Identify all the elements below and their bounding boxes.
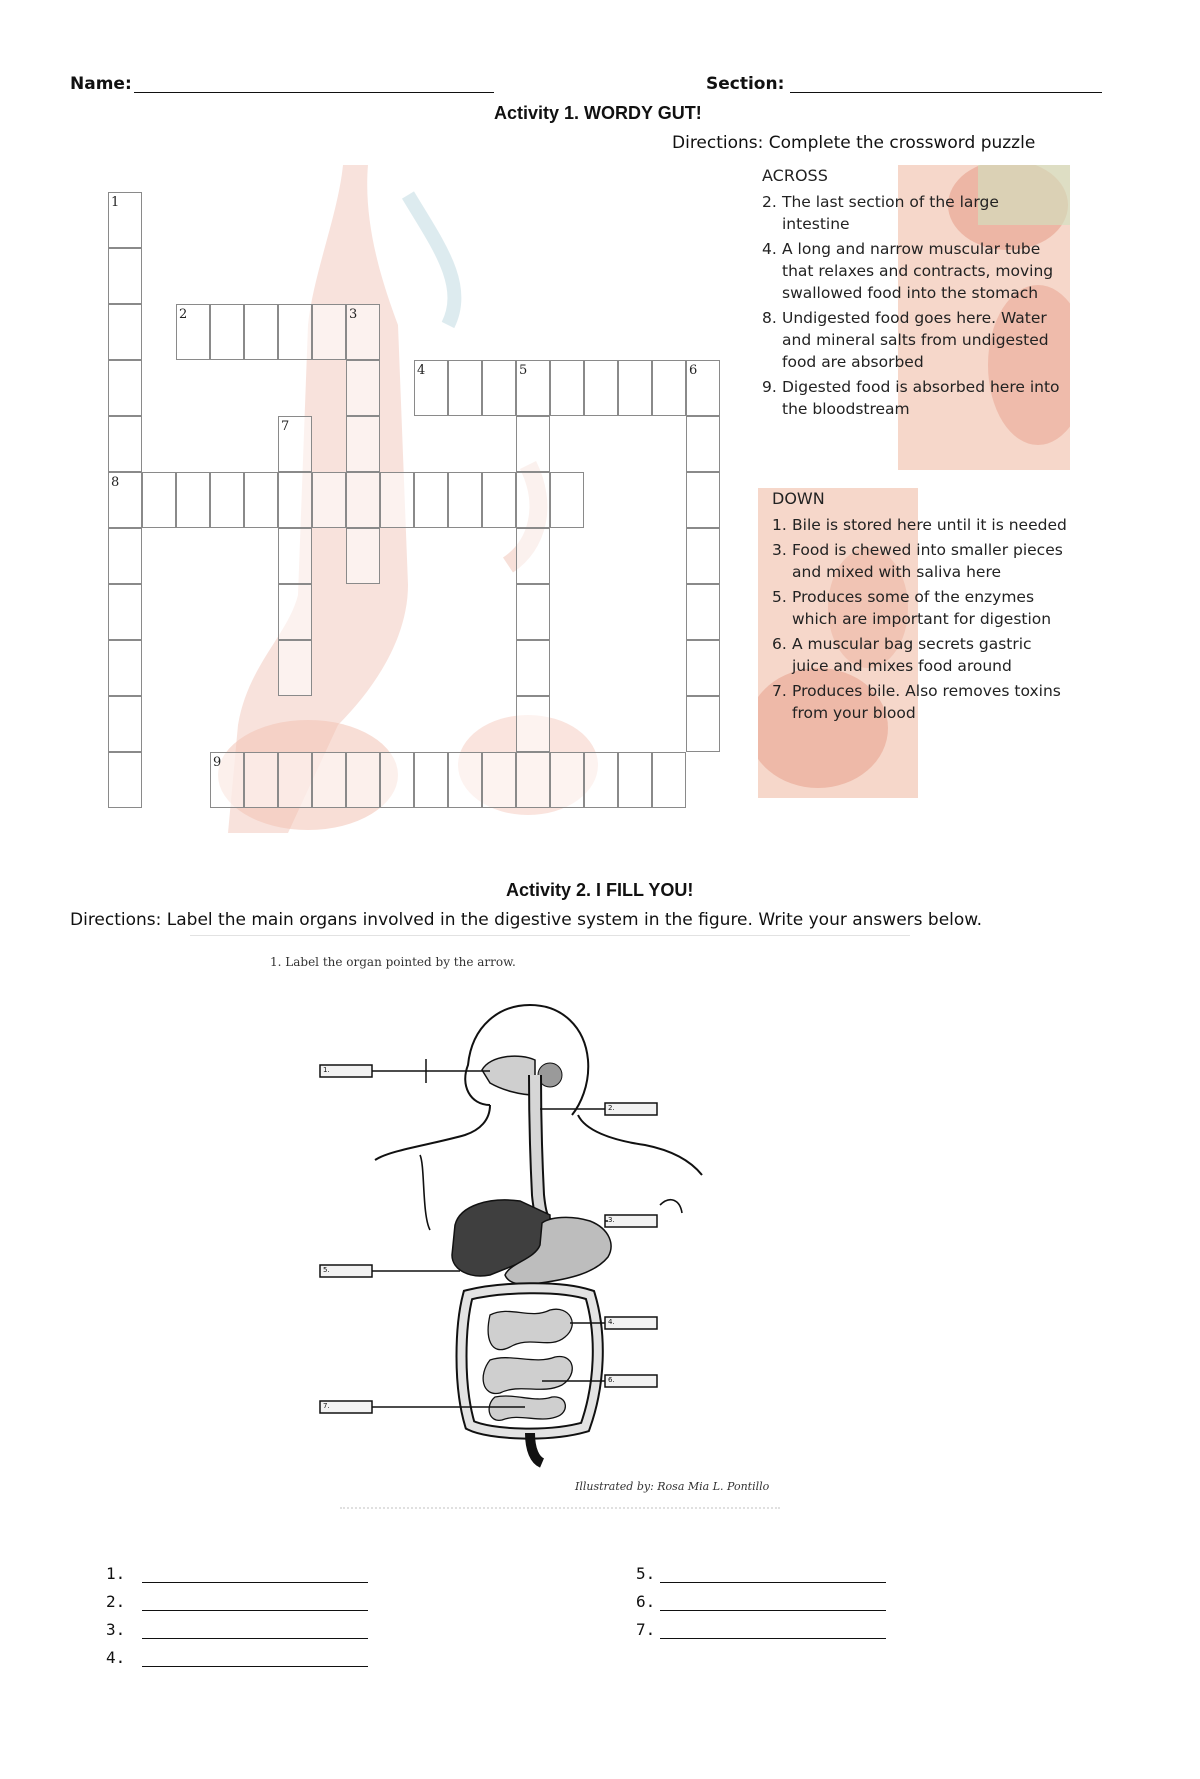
section-label: Section:	[706, 74, 785, 94]
name-label: Name:	[70, 74, 132, 94]
crossword-cell[interactable]	[448, 360, 482, 416]
crossword-cell[interactable]	[210, 752, 244, 808]
label-box-5[interactable]: 5.	[323, 1266, 330, 1274]
clue-number: 8	[111, 475, 120, 490]
answer-number: 5.	[636, 1564, 656, 1583]
crossword-cell[interactable]	[482, 360, 516, 416]
crossword-cell[interactable]	[346, 304, 380, 360]
crossword-cell[interactable]	[108, 360, 142, 416]
crossword-cell[interactable]	[448, 752, 482, 808]
crossword-cell[interactable]	[414, 360, 448, 416]
crossword-cell[interactable]	[108, 584, 142, 640]
crossword-cell[interactable]	[108, 472, 142, 528]
clue-number: 5	[519, 363, 528, 378]
answer-line-3[interactable]	[142, 1638, 368, 1639]
crossword-cell[interactable]	[414, 472, 448, 528]
section-field[interactable]	[790, 92, 1102, 93]
crossword-cell[interactable]	[108, 416, 142, 472]
answer-number: 6.	[636, 1592, 656, 1611]
answer-line-1[interactable]	[142, 1582, 368, 1583]
crossword-cell[interactable]	[380, 752, 414, 808]
crossword-cell[interactable]	[618, 752, 652, 808]
across-clues-panel	[758, 165, 1070, 470]
crossword-cell[interactable]	[346, 752, 380, 808]
answer-number: 3.	[106, 1620, 126, 1639]
activity1-title: Activity 1. WORDY GUT!	[494, 103, 702, 123]
clue-number: 1	[111, 195, 120, 210]
crossword-cell[interactable]	[686, 584, 720, 640]
label-box-7[interactable]: 7.	[323, 1402, 330, 1410]
crossword-cell[interactable]	[550, 752, 584, 808]
crossword-cell[interactable]	[312, 472, 346, 528]
crossword-cell[interactable]	[244, 752, 278, 808]
figure-bottom-rule	[340, 1507, 780, 1509]
crossword-cell[interactable]	[108, 696, 142, 752]
digestive-diagram	[190, 965, 910, 1505]
clue-number: 9	[213, 755, 222, 770]
down-heading: DOWN	[772, 489, 825, 508]
crossword-cell[interactable]	[244, 472, 278, 528]
crossword-cell[interactable]	[686, 472, 720, 528]
crossword-cell[interactable]	[686, 696, 720, 752]
label-box-6[interactable]: 6.	[608, 1376, 615, 1384]
answer-line-7[interactable]	[660, 1638, 886, 1639]
answer-line-2[interactable]	[142, 1610, 368, 1611]
name-field[interactable]	[134, 92, 494, 93]
crossword-cell[interactable]	[346, 528, 380, 584]
crossword-cell[interactable]	[516, 752, 550, 808]
figure-credit: Illustrated by: Rosa Mia L. Pontillo	[575, 1480, 770, 1493]
clue-number: 7	[281, 419, 290, 434]
crossword-cell[interactable]	[380, 472, 414, 528]
crossword-cell[interactable]	[550, 472, 584, 528]
crossword-cell[interactable]	[482, 752, 516, 808]
label-box-2[interactable]: 2.	[608, 1104, 615, 1112]
crossword-cell[interactable]	[108, 192, 142, 248]
crossword-cell[interactable]	[550, 360, 584, 416]
crossword-cell[interactable]	[108, 248, 142, 304]
crossword-cell[interactable]	[516, 640, 550, 696]
crossword-cell[interactable]	[346, 416, 380, 472]
digestive-system-figure	[190, 935, 920, 1515]
crossword-cell[interactable]	[176, 472, 210, 528]
crossword-cell[interactable]	[516, 696, 550, 752]
crossword-cell[interactable]	[516, 360, 550, 416]
down-clues	[772, 488, 1068, 727]
clue-number: 2	[179, 307, 188, 322]
activity2-title: Activity 2. I FILL YOU!	[506, 880, 694, 900]
crossword-cell[interactable]	[652, 360, 686, 416]
crossword-cell[interactable]	[108, 528, 142, 584]
crossword-cell[interactable]	[686, 640, 720, 696]
clue-item: 1. Bile is stored here until it is needed	[772, 516, 1067, 534]
crossword-cell[interactable]	[312, 304, 346, 360]
crossword-cell[interactable]	[312, 752, 346, 808]
figure-instruction: 1. Label the organ pointed by the arrow.	[270, 955, 516, 969]
crossword-cell[interactable]	[516, 584, 550, 640]
crossword-cell[interactable]	[516, 416, 550, 472]
clue-number: 4	[417, 363, 426, 378]
activity1-directions: Directions: Complete the crossword puzzle	[672, 133, 1036, 153]
crossword-cell[interactable]	[448, 472, 482, 528]
crossword-cell[interactable]	[686, 528, 720, 584]
crossword-cell[interactable]	[278, 584, 312, 640]
down-clues-panel	[758, 488, 1070, 798]
crossword-cell[interactable]	[516, 528, 550, 584]
across-heading: ACROSS	[762, 166, 828, 185]
across-clues	[762, 165, 1067, 423]
clue-item: 5. Produces some of the enzymes which are important for digestion	[772, 588, 1052, 628]
crossword-cell[interactable]	[108, 304, 142, 360]
crossword-cell[interactable]	[618, 360, 652, 416]
crossword-cell[interactable]	[278, 752, 312, 808]
crossword-cell[interactable]	[108, 640, 142, 696]
crossword-cell[interactable]	[686, 416, 720, 472]
clue-item: 2. The last section of the large intestine	[762, 193, 999, 233]
crossword-cell[interactable]	[584, 360, 618, 416]
label-box-3[interactable]: 3.	[608, 1216, 615, 1224]
crossword-cell[interactable]	[210, 304, 244, 360]
crossword-cell[interactable]	[482, 472, 516, 528]
clue-number: 3	[349, 307, 358, 322]
answer-line-6[interactable]	[660, 1610, 886, 1611]
label-box-4[interactable]: 4.	[608, 1318, 615, 1326]
crossword-cell[interactable]	[686, 360, 720, 416]
figure-top-rule	[190, 935, 910, 936]
answer-number: 1.	[106, 1564, 126, 1583]
crossword-cell[interactable]	[278, 640, 312, 696]
clue-item: 4. A long and narrow muscular tube that relaxes and contracts, moving swallowed food into the stomach	[762, 240, 1054, 302]
crossword-cell[interactable]	[346, 472, 380, 528]
clue-item: 8. Undigested food goes here. Water and mineral salts from undigested food are absorbed	[762, 309, 1049, 371]
clue-item: 3. Food is chewed into smaller pieces and mixed with saliva here	[772, 541, 1063, 581]
answer-number: 2.	[106, 1592, 126, 1611]
crossword-cell[interactable]	[346, 360, 380, 416]
crossword-cell[interactable]	[278, 304, 312, 360]
answer-number: 4.	[106, 1648, 126, 1667]
crossword-cell[interactable]	[108, 752, 142, 808]
crossword-cell[interactable]	[278, 472, 312, 528]
label-box-1[interactable]: 1.	[323, 1066, 330, 1074]
crossword-cell[interactable]	[244, 304, 278, 360]
clue-item: 9. Digested food is absorbed here into the bloodstream	[762, 378, 1060, 418]
clue-item: 7. Produces bile. Also removes toxins from your blood	[772, 682, 1061, 722]
crossword-cell[interactable]	[652, 752, 686, 808]
crossword-cell[interactable]	[176, 304, 210, 360]
crossword-cell[interactable]	[210, 472, 244, 528]
crossword-cell[interactable]	[584, 752, 618, 808]
clue-number: 6	[689, 363, 698, 378]
crossword-cell[interactable]	[142, 472, 176, 528]
crossword-cell[interactable]	[278, 528, 312, 584]
answer-line-4[interactable]	[142, 1666, 368, 1667]
crossword-cell[interactable]	[516, 472, 550, 528]
crossword-cell[interactable]	[278, 416, 312, 472]
crossword-cell[interactable]	[414, 752, 448, 808]
activity2-directions: Directions: Label the main organs involved in the digestive system in the figure. Write your answers below.	[70, 910, 983, 930]
answer-line-5[interactable]	[660, 1582, 886, 1583]
answer-number: 7.	[636, 1620, 656, 1639]
clue-item: 6. A muscular bag secrets gastric juice and mixes food around	[772, 635, 1032, 675]
